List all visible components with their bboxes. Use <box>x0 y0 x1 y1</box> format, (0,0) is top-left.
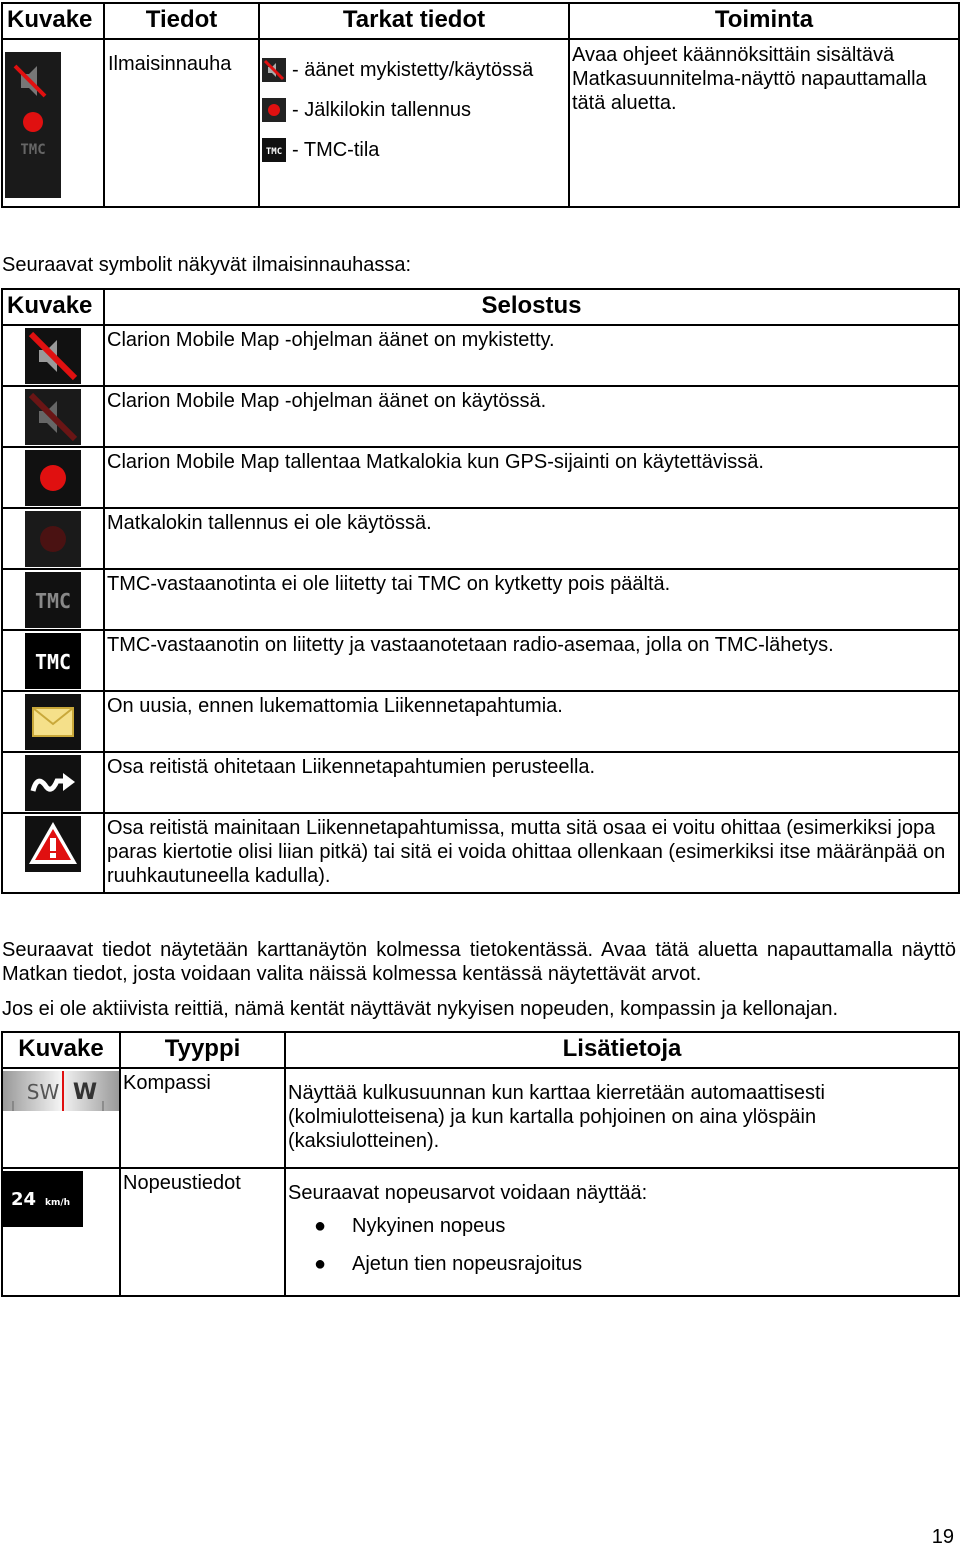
tiedot-cell <box>104 39 259 207</box>
record-inactive-icon <box>25 511 81 567</box>
record-small-icon <box>262 98 286 122</box>
bullet-item: ● Ajetun tien nopeusrajoitus <box>313 1253 583 1275</box>
svg-text:SW: SW <box>26 1080 60 1104</box>
speed-info: Seuraavat nopeusarvot voidaan näyttää: <box>288 1182 648 1204</box>
header-tarkat-tiedot: Tarkat tiedot <box>259 3 569 39</box>
svg-text:W: W <box>72 1080 98 1105</box>
symbol-icon-cell <box>2 447 104 508</box>
symbol-text: Osa reitistä ohitetaan Liikennetapahtumien perusteella. <box>104 752 959 813</box>
symbol-text: Clarion Mobile Map -ohjelman äänet on käytössä. <box>104 386 959 447</box>
bullet-item: ● Nykyinen nopeus <box>313 1215 506 1237</box>
symbol-text: Osa reitistä mainitaan Liikennetapahtumissa, mutta sitä osaa ei voitu ohittaa (esimerkiksi jopa paras kiertotie olisi liian pitkä) tai sitä ei voida ohittaa ollenkaan (esimerkiksi itse määränpää on ruuhkautuneella kadulla). <box>104 813 959 893</box>
envelope-icon <box>25 694 81 750</box>
symbol-text: Matkalokin tallennus ei ole käytössä. <box>104 508 959 569</box>
symbol-icon-cell <box>2 386 104 447</box>
svg-text:TMC: TMC <box>34 589 72 613</box>
compass-icon <box>3 1071 119 1111</box>
indicator-bar-table <box>1 2 960 208</box>
speedometer-icon <box>3 1171 83 1227</box>
data-fields-paragraph: Seuraavat tiedot näytetään karttanäytön kolmessa tietokentässä. Avaa tätä aluetta napauttamalla näyttö Matkan tiedot, josta voidaan valita näissä kolmessa kentässä näytettävät arvot. <box>2 939 956 985</box>
compass-info: Näyttää kulkusuunnan kun karttaa kierretään automaattisesti (kolmiulotteisena) ja kun kartalla pohjoinen on aina ylöspäin (kaksiulotteinen). <box>285 1068 959 1168</box>
detail-tmc: - TMC-tila <box>292 139 380 161</box>
page-number: 19 <box>931 1526 954 1548</box>
no-route-paragraph: Jos ei ole aktiivista reittiä, nämä kentät näyttävät nykyisen nopeuden, kompassin ja kellonajan. <box>2 998 839 1020</box>
indicator-bar-image <box>2 39 104 207</box>
indicator-strip-icon <box>5 52 65 198</box>
tiedot-text: Ilmaisinnauha <box>108 53 232 75</box>
symbol-icon-cell <box>2 630 104 691</box>
symbol-icon-cell <box>2 752 104 813</box>
speed-icon-cell <box>2 1168 120 1296</box>
symbol-text: TMC-vastaanotin on liitetty ja vastaanotetaan radio-asemaa, jolla on TMC-lähetys. <box>104 630 959 691</box>
symbol-icon-cell <box>2 569 104 630</box>
symbol-text: Clarion Mobile Map -ohjelman äänet on mykistetty. <box>104 325 959 386</box>
svg-text:TMC: TMC <box>20 142 46 158</box>
symbol-text: TMC-vastaanotinta ei ole liitetty tai TMC on kytketty pois päältä. <box>104 569 959 630</box>
action-cell <box>569 39 959 207</box>
symbol-text: Clarion Mobile Map tallentaa Matkalokia kun GPS-sijainti on käytettävissä. <box>104 447 959 508</box>
details-cell <box>259 39 569 207</box>
speed-type: Nopeustiedot <box>120 1168 285 1296</box>
tmc-on-icon <box>25 633 81 689</box>
header-tyyppi: Tyyppi <box>120 1032 285 1068</box>
detail-record: - Jälkilokin tallennus <box>292 99 471 121</box>
action-text: Avaa ohjeet käännöksittäin sisältävä Matkasuunnitelma-näyttö napauttamalla tätä aluetta. <box>572 44 927 114</box>
indicator-intro: Seuraavat symbolit näkyvät ilmaisinnauhassa: <box>2 254 412 276</box>
bullet-text: Ajetun tien nopeusrajoitus <box>352 1253 583 1275</box>
header-kuvake-2: Kuvake <box>2 289 104 325</box>
data-field-table <box>1 1031 960 1297</box>
record-active-icon <box>25 450 81 506</box>
header-lisatietoja: Lisätietoja <box>285 1032 959 1068</box>
sound-muted-icon <box>25 328 81 384</box>
symbol-text: On uusia, ennen lukemattomia Liikennetapahtumia. <box>104 691 959 752</box>
bullet-text: Nykyinen nopeus <box>352 1215 506 1237</box>
sound-muted-small-icon <box>262 58 286 82</box>
symbol-icon-cell <box>2 813 104 893</box>
header-toiminta: Toiminta <box>569 3 959 39</box>
compass-icon-cell <box>2 1068 120 1168</box>
sound-on-icon <box>25 389 81 445</box>
detail-sound: - äänet mykistetty/käytössä <box>292 59 534 81</box>
header-selostus: Selostus <box>104 289 959 325</box>
tmc-off-icon <box>25 572 81 628</box>
symbol-icon-cell <box>2 325 104 386</box>
speed-info-cell <box>285 1168 959 1296</box>
header-kuvake: Kuvake <box>2 3 104 39</box>
header-kuvake-3: Kuvake <box>2 1032 120 1068</box>
detour-icon <box>25 755 81 811</box>
warning-icon <box>25 816 81 872</box>
header-tiedot: Tiedot <box>104 3 259 39</box>
svg-text:TMC: TMC <box>34 650 72 674</box>
svg-text:24: 24 <box>11 1189 37 1210</box>
symbol-table <box>1 288 960 894</box>
symbol-icon-cell <box>2 508 104 569</box>
svg-text:TMC: TMC <box>265 147 283 157</box>
svg-text:km/h: km/h <box>45 1198 71 1208</box>
symbol-icon-cell <box>2 691 104 752</box>
tmc-small-icon <box>262 138 286 162</box>
compass-type: Kompassi <box>120 1068 285 1168</box>
